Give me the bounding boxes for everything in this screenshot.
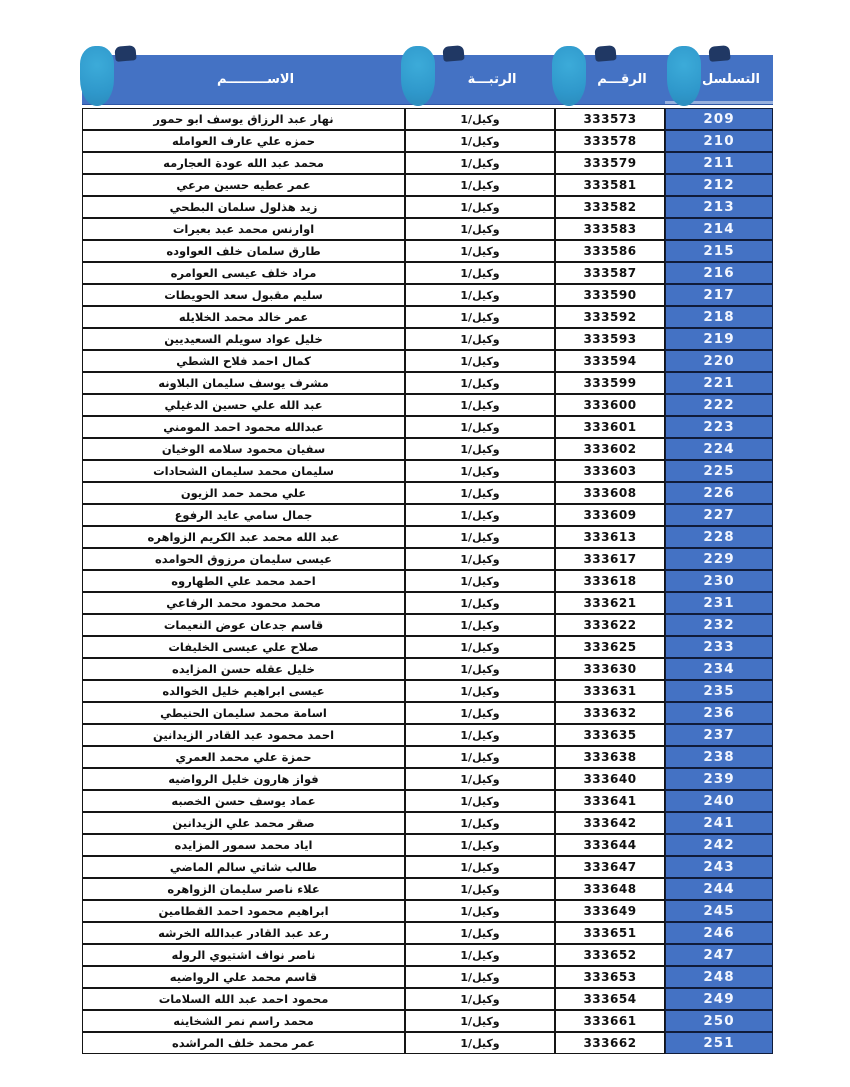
rank-cell: وكيل/1 — [405, 988, 555, 1010]
rank-cell: وكيل/1 — [405, 570, 555, 592]
name-cell: مشرف يوسف سليمان البلاونه — [82, 372, 405, 394]
number-cell: 333622 — [555, 614, 665, 636]
number-cell: 333603 — [555, 460, 665, 482]
name-cell: طارق سلمان خلف العواوده — [82, 240, 405, 262]
number-cell: 333593 — [555, 328, 665, 350]
name-cell: علاء ناصر سليمان الزواهره — [82, 878, 405, 900]
table-row — [82, 504, 773, 526]
rank-cell: وكيل/1 — [405, 878, 555, 900]
table-row — [82, 702, 773, 724]
name-cell: كمال احمد فلاح الشطي — [82, 350, 405, 372]
rank-cell: وكيل/1 — [405, 944, 555, 966]
rank-cell: وكيل/1 — [405, 416, 555, 438]
name-cell: سفيان محمود سلامه الوخيان — [82, 438, 405, 460]
number-cell: 333649 — [555, 900, 665, 922]
number-cell: 333640 — [555, 768, 665, 790]
serial-cell: 209 — [665, 108, 773, 130]
table-row — [82, 944, 773, 966]
table-row — [82, 108, 773, 130]
rank-cell: وكيل/1 — [405, 504, 555, 526]
name-cell: جمال سامي عايد الرفوع — [82, 504, 405, 526]
serial-cell: 235 — [665, 680, 773, 702]
name-cell: عمر خالد محمد الخلايله — [82, 306, 405, 328]
serial-cell: 248 — [665, 966, 773, 988]
table-row — [82, 592, 773, 614]
rank-cell: وكيل/1 — [405, 790, 555, 812]
table-row — [82, 328, 773, 350]
rank-cell: وكيل/1 — [405, 680, 555, 702]
name-cell: اوارنس محمد عبد بعيرات — [82, 218, 405, 240]
serial-cell: 226 — [665, 482, 773, 504]
table-row — [82, 174, 773, 196]
table-row — [82, 1032, 773, 1054]
rank-cell: وكيل/1 — [405, 284, 555, 306]
serial-cell: 217 — [665, 284, 773, 306]
table-row — [82, 922, 773, 944]
name-cell: قاسم محمد علي الرواضيه — [82, 966, 405, 988]
table-row — [82, 746, 773, 768]
table-row — [82, 262, 773, 284]
table-row — [82, 306, 773, 328]
table-row — [82, 768, 773, 790]
serial-cell: 247 — [665, 944, 773, 966]
serial-cell: 223 — [665, 416, 773, 438]
rank-cell: وكيل/1 — [405, 966, 555, 988]
serial-cell: 246 — [665, 922, 773, 944]
ribbon-balloon-icon — [80, 46, 114, 106]
table-row — [82, 284, 773, 306]
number-cell: 333594 — [555, 350, 665, 372]
table-row — [82, 526, 773, 548]
serial-cell: 215 — [665, 240, 773, 262]
ribbon-balloon-icon — [552, 46, 586, 106]
ribbon-notch-icon — [114, 45, 136, 62]
number-cell: 333653 — [555, 966, 665, 988]
serial-cell: 241 — [665, 812, 773, 834]
number-cell: 333662 — [555, 1032, 665, 1054]
name-cell: نهار عبد الرزاق يوسف ابو حمور — [82, 108, 405, 130]
header-name: الاســـــــــم — [216, 72, 295, 87]
number-cell: 333644 — [555, 834, 665, 856]
table-row — [82, 900, 773, 922]
serial-cell: 233 — [665, 636, 773, 658]
serial-cell: 244 — [665, 878, 773, 900]
name-cell: عبد الله علي حسين الدغيلي — [82, 394, 405, 416]
number-cell: 333630 — [555, 658, 665, 680]
table-row — [82, 988, 773, 1010]
rank-cell: وكيل/1 — [405, 1010, 555, 1032]
serial-cell: 210 — [665, 130, 773, 152]
number-cell: 333654 — [555, 988, 665, 1010]
name-cell: ابراهيم محمود احمد القطامين — [82, 900, 405, 922]
name-cell: عيسى سليمان مرزوق الحوامده — [82, 548, 405, 570]
number-cell: 333608 — [555, 482, 665, 504]
table-row — [82, 878, 773, 900]
rank-cell: وكيل/1 — [405, 834, 555, 856]
number-cell: 333617 — [555, 548, 665, 570]
table-row — [82, 614, 773, 636]
serial-cell: 250 — [665, 1010, 773, 1032]
name-cell: عماد يوسف حسن الخصبه — [82, 790, 405, 812]
name-cell: محمود احمد عبد الله السلامات — [82, 988, 405, 1010]
rank-cell: وكيل/1 — [405, 900, 555, 922]
header-serial: التسلسل — [665, 55, 773, 104]
number-cell: 333581 — [555, 174, 665, 196]
name-cell: طالب شاتي سالم الماضي — [82, 856, 405, 878]
table-row — [82, 372, 773, 394]
name-cell: اياد محمد سمور المزايده — [82, 834, 405, 856]
name-cell: صقر محمد علي الزيدانين — [82, 812, 405, 834]
number-cell: 333590 — [555, 284, 665, 306]
name-cell: فواز هارون خليل الرواضيه — [82, 768, 405, 790]
rank-cell: وكيل/1 — [405, 548, 555, 570]
serial-cell: 232 — [665, 614, 773, 636]
serial-cell: 242 — [665, 834, 773, 856]
rank-cell: وكيل/1 — [405, 614, 555, 636]
name-cell: صلاح علي عيسى الخليفات — [82, 636, 405, 658]
number-cell: 333648 — [555, 878, 665, 900]
rank-cell: وكيل/1 — [405, 152, 555, 174]
name-cell: محمد راسم نمر الشخاينه — [82, 1010, 405, 1032]
rank-cell: وكيل/1 — [405, 922, 555, 944]
rank-cell: وكيل/1 — [405, 306, 555, 328]
name-cell: عمر عطيه حسين مرعي — [82, 174, 405, 196]
table-row — [82, 240, 773, 262]
table-row — [82, 636, 773, 658]
serial-cell: 211 — [665, 152, 773, 174]
name-cell: اسامة محمد سليمان الحنيطي — [82, 702, 405, 724]
serial-cell: 230 — [665, 570, 773, 592]
table-row — [82, 658, 773, 680]
serial-cell: 249 — [665, 988, 773, 1010]
rank-cell: وكيل/1 — [405, 350, 555, 372]
rank-cell: وكيل/1 — [405, 262, 555, 284]
rank-cell: وكيل/1 — [405, 1032, 555, 1054]
table-row — [82, 1010, 773, 1032]
rank-cell: وكيل/1 — [405, 724, 555, 746]
rank-cell: وكيل/1 — [405, 768, 555, 790]
name-cell: احمد محمود عبد القادر الزيدانين — [82, 724, 405, 746]
number-cell: 333573 — [555, 108, 665, 130]
number-cell: 333586 — [555, 240, 665, 262]
number-cell: 333642 — [555, 812, 665, 834]
table-row — [82, 482, 773, 504]
name-cell: زيد هذلول سلمان البطحي — [82, 196, 405, 218]
serial-cell: 243 — [665, 856, 773, 878]
rank-cell: وكيل/1 — [405, 108, 555, 130]
serial-cell: 224 — [665, 438, 773, 460]
serial-cell: 212 — [665, 174, 773, 196]
number-cell: 333583 — [555, 218, 665, 240]
name-cell: ناصر نواف اشتيوي الروله — [82, 944, 405, 966]
ribbon-notch-icon — [708, 45, 730, 62]
number-cell: 333618 — [555, 570, 665, 592]
serial-cell: 221 — [665, 372, 773, 394]
serial-cell: 222 — [665, 394, 773, 416]
table-row — [82, 152, 773, 174]
number-cell: 333632 — [555, 702, 665, 724]
table-row — [82, 790, 773, 812]
table-row — [82, 570, 773, 592]
name-cell: رعد عبد القادر عبدالله الخرشه — [82, 922, 405, 944]
number-cell: 333635 — [555, 724, 665, 746]
number-cell: 333647 — [555, 856, 665, 878]
rank-cell: وكيل/1 — [405, 372, 555, 394]
table-row — [82, 834, 773, 856]
number-cell: 333579 — [555, 152, 665, 174]
table-row — [82, 416, 773, 438]
number-cell: 333613 — [555, 526, 665, 548]
number-cell: 333592 — [555, 306, 665, 328]
rank-cell: وكيل/1 — [405, 856, 555, 878]
serial-cell: 229 — [665, 548, 773, 570]
rank-cell: وكيل/1 — [405, 526, 555, 548]
serial-cell: 213 — [665, 196, 773, 218]
rank-cell: وكيل/1 — [405, 438, 555, 460]
serial-cell: 228 — [665, 526, 773, 548]
table-row — [82, 350, 773, 372]
name-cell: سليمان محمد سليمان الشحادات — [82, 460, 405, 482]
number-cell: 333609 — [555, 504, 665, 526]
name-cell: قاسم جدعان عوض النعيمات — [82, 614, 405, 636]
name-cell: خليل عواد سويلم السعيديين — [82, 328, 405, 350]
serial-cell: 231 — [665, 592, 773, 614]
serial-cell: 251 — [665, 1032, 773, 1054]
serial-cell: 227 — [665, 504, 773, 526]
number-cell: 333601 — [555, 416, 665, 438]
name-cell: علي محمد حمد الزيون — [82, 482, 405, 504]
ribbon-notch-icon — [594, 45, 616, 62]
rank-cell: وكيل/1 — [405, 658, 555, 680]
name-cell: عبدالله محمود احمد المومني — [82, 416, 405, 438]
serial-cell: 214 — [665, 218, 773, 240]
rank-cell: وكيل/1 — [405, 130, 555, 152]
rank-cell: وكيل/1 — [405, 394, 555, 416]
serial-cell: 219 — [665, 328, 773, 350]
table-row — [82, 966, 773, 988]
rank-cell: وكيل/1 — [405, 702, 555, 724]
table-row — [82, 394, 773, 416]
number-cell: 333602 — [555, 438, 665, 460]
serial-cell: 240 — [665, 790, 773, 812]
number-cell: 333651 — [555, 922, 665, 944]
name-cell: حمزه علي عارف العوامله — [82, 130, 405, 152]
serial-cell: 245 — [665, 900, 773, 922]
name-cell: مراد خلف عيسى العوامره — [82, 262, 405, 284]
name-cell: سليم مقبول سعد الحويطات — [82, 284, 405, 306]
table-row — [82, 130, 773, 152]
rank-cell: وكيل/1 — [405, 636, 555, 658]
name-cell: عبد الله محمد عبد الكريم الزواهره — [82, 526, 405, 548]
table-body — [82, 108, 773, 1054]
serial-cell: 220 — [665, 350, 773, 372]
rank-cell: وكيل/1 — [405, 218, 555, 240]
serial-cell: 218 — [665, 306, 773, 328]
rank-cell: وكيل/1 — [405, 328, 555, 350]
number-cell: 333582 — [555, 196, 665, 218]
serial-cell: 225 — [665, 460, 773, 482]
number-cell: 333641 — [555, 790, 665, 812]
name-cell: محمد محمود محمد الرفاعي — [82, 592, 405, 614]
number-cell: 333599 — [555, 372, 665, 394]
name-cell: محمد عبد الله عودة العجارمه — [82, 152, 405, 174]
name-cell: احمد محمد علي الطهاروه — [82, 570, 405, 592]
table-row — [82, 218, 773, 240]
rank-cell: وكيل/1 — [405, 812, 555, 834]
number-cell: 333587 — [555, 262, 665, 284]
number-cell: 333578 — [555, 130, 665, 152]
serial-cell: 238 — [665, 746, 773, 768]
number-cell: 333621 — [555, 592, 665, 614]
rank-cell: وكيل/1 — [405, 482, 555, 504]
table-row — [82, 438, 773, 460]
ribbon-balloon-icon — [401, 46, 435, 106]
number-cell: 333638 — [555, 746, 665, 768]
ribbon-notch-icon — [442, 45, 464, 62]
header-number: الرقـــم — [597, 72, 647, 87]
name-cell: خليل عقله حسن المزايده — [82, 658, 405, 680]
rank-cell: وكيل/1 — [405, 240, 555, 262]
number-cell: 333631 — [555, 680, 665, 702]
table-row — [82, 196, 773, 218]
name-cell: عيسى ابراهيم خليل الخوالده — [82, 680, 405, 702]
ribbon-balloon-icon — [667, 46, 701, 106]
rank-cell: وكيل/1 — [405, 460, 555, 482]
table-row — [82, 548, 773, 570]
number-cell: 333652 — [555, 944, 665, 966]
serial-cell: 234 — [665, 658, 773, 680]
serial-cell: 237 — [665, 724, 773, 746]
serial-cell: 216 — [665, 262, 773, 284]
table-row — [82, 724, 773, 746]
rank-cell: وكيل/1 — [405, 746, 555, 768]
serial-cell: 239 — [665, 768, 773, 790]
number-cell: 333600 — [555, 394, 665, 416]
number-cell: 333661 — [555, 1010, 665, 1032]
table-row — [82, 460, 773, 482]
rank-cell: وكيل/1 — [405, 174, 555, 196]
header-rank: الرتبـــة — [467, 72, 517, 87]
table-row — [82, 812, 773, 834]
name-cell: عمر محمد خلف المراشده — [82, 1032, 405, 1054]
number-cell: 333625 — [555, 636, 665, 658]
rank-cell: وكيل/1 — [405, 196, 555, 218]
name-cell: حمزة علي محمد العمري — [82, 746, 405, 768]
serial-cell: 236 — [665, 702, 773, 724]
table-row — [82, 856, 773, 878]
table-row — [82, 680, 773, 702]
rank-cell: وكيل/1 — [405, 592, 555, 614]
